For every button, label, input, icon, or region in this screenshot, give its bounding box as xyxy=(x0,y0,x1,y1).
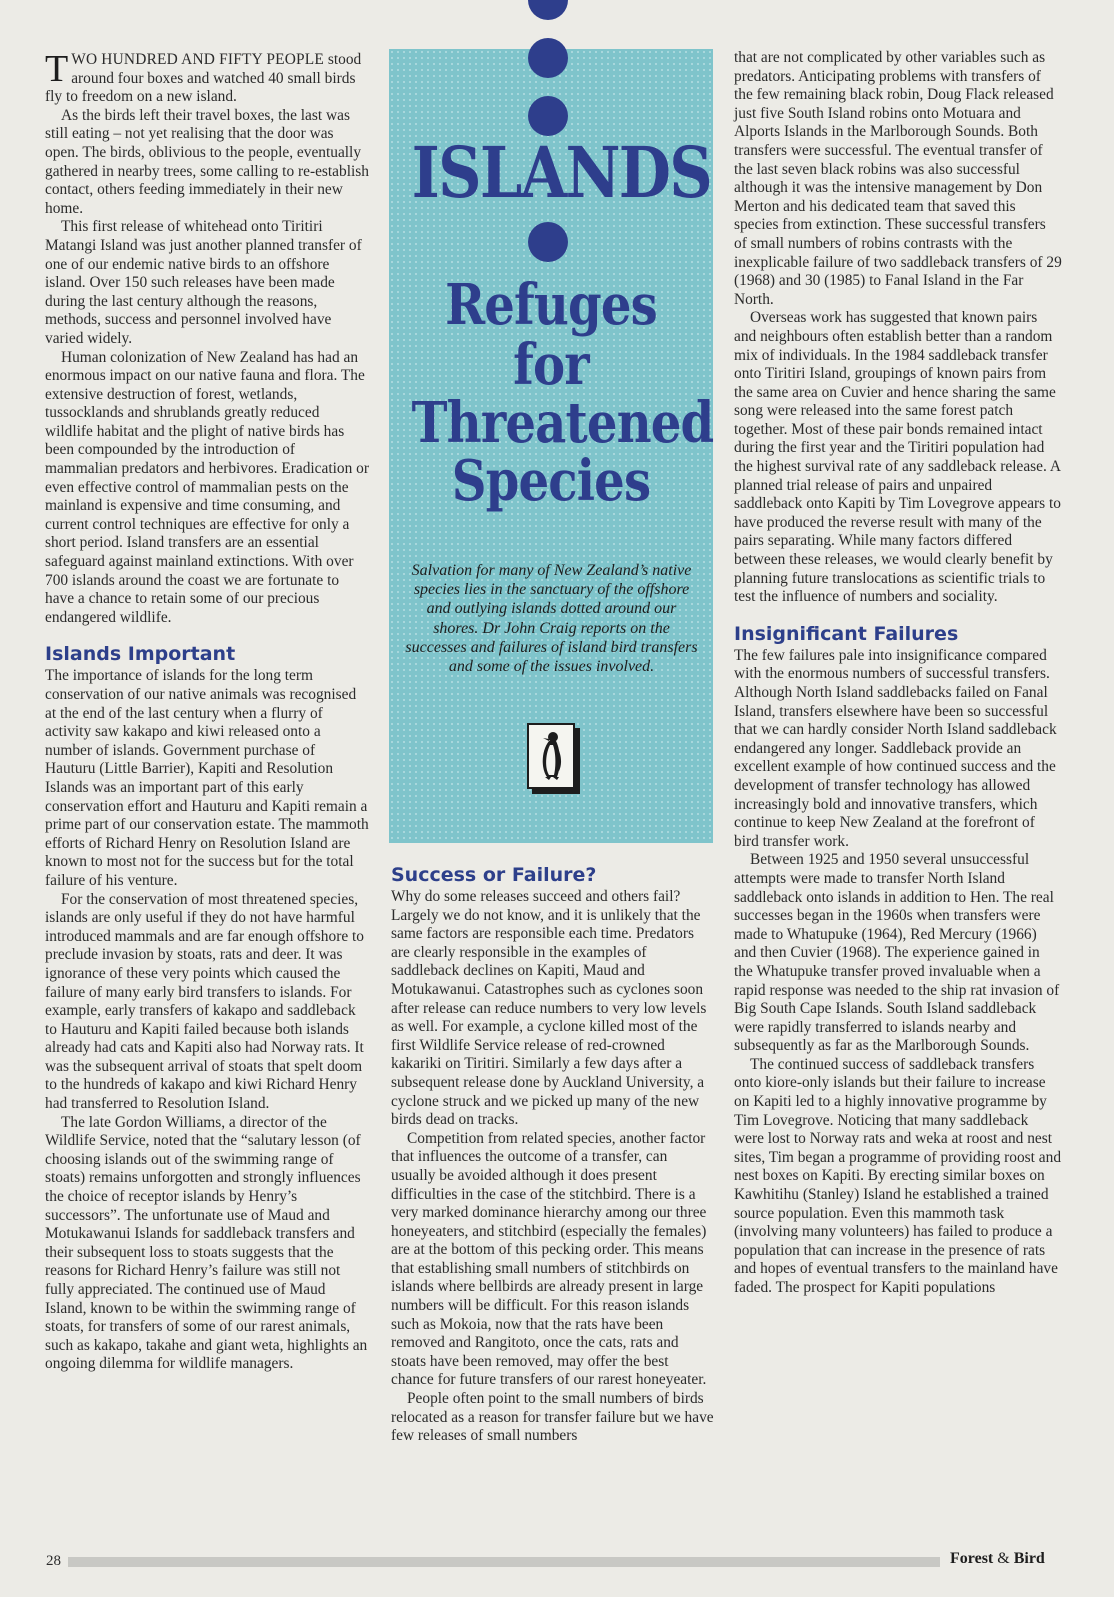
lead-paragraph xyxy=(45,48,369,107)
paragraph: As the birds left their travel boxes, the last was still eating – not yet realising that the door was open. The birds, oblivious to the people, eventually gathered in nearby trees, some calling to re-establish contact, others feeding immediately in their new home. xyxy=(45,106,369,217)
decorative-dot xyxy=(528,38,568,78)
paragraph: Overseas work has suggested that known pairs and neighbours often establish better than a random mix of individuals. In the 1984 saddleback transfer onto Tiritiri Island, groupings of known pairs from the same area on Cuvier and hence sharing the same song were released into the same forest patch together. Most of these pair bonds remained intact during the first year and the Tiritiri population had the highest survival rate of any saddleback release. A planned trial release of pairs and unpaired saddleback onto Kapiti by Tim Lovegrove appears to have produced the reverse result with many of the pairs separating. While many factors differed between these releases, we would clearly benefit by planning future translocations as scientific trials to test the influence of numbers and sociality. xyxy=(734,309,1061,606)
magazine-name xyxy=(950,1550,1045,1568)
paragraph: that are not complicated by other variables such as predators. Anticipating problems with transfers of the few remaining black robin, Doug Flack released just five South Island robins onto Motuara and Alports Islands in the Marlborough Sounds. Both transfers were successful. The eventual transfer of the last seven black robins was also successful although it was the intensive management by Don Merton and his dedicated team that saved this species from extinction. These successful transfers of small numbers of robins contrasts with the inexplicable failure of two saddleback transfers of 29 (1968) and 30 (1985) to Fanal Island in the Far North. xyxy=(734,49,1062,308)
paragraph: The late Gordon Williams, a director of the Wildlife Service, noted that the “salutary lesson (of choosing islands out of the swimming range of stoats) remains unforgotten and strongly influences the choice of receptor islands by Henry’s successors”. The unfortunate use of Maud and Motukawanui Islands for saddleback transfers and their subsequent loss to stoats suggests that the reasons for Richard Henry’s failure was still not fully appreciated. The continued use of Maud Island, known to be within the swimming range of stoats, for transfers of some of our rarest animals, such as kakapo, takahe and giant weta, highlights an ongoing dilemma for wildlife managers. xyxy=(45,1113,368,1373)
article-column-3 xyxy=(734,49,1062,1298)
paragraph: People often point to the small numbers of birds relocated as a reason for transfer failure but we have few releases of small numbers xyxy=(391,1390,714,1445)
magazine-ampersand: & xyxy=(997,1550,1010,1567)
decorative-dot xyxy=(528,0,568,20)
paragraph: This first release of whitehead onto Tiritiri Matangi Island was just another planned transfer of one of our endemic native birds to an offshore island. Over 150 such releases have been made during the last century although the reasons, methods, success and personnel involved have varied widely. xyxy=(45,218,362,347)
footer-rule xyxy=(68,1557,940,1567)
paragraph: Competition from related species, another factor that influences the outcome of a transfer, can usually be avoided although it does present difficulties in the case of the stitchbird. There is a very marked dominance hierarchy among our three honeyeaters, and stitchbird (especially the females) are at the bottom of this pecking order. This means that establishing small numbers of stitchbirds on islands where bellbirds are already present in large numbers will be difficult. For this reason islands such as Mokoia, now that the rats have been removed and Rangitoto, once the cats, rats and stoats have been removed, may offer the best chance for future transfers of our rarest honeyeater. xyxy=(391,1129,707,1389)
magazine-name-part: Forest xyxy=(950,1550,994,1567)
penguin-logo-icon xyxy=(527,723,575,789)
standfirst: Salvation for many of New Zealand’s native species lies in the sanctuary of the offshore and outlying islands dotted around our shores. Dr John Craig reports on the successes and failures of island bird transfers and some of the issues involved. xyxy=(405,562,698,676)
decorative-dot xyxy=(528,96,568,136)
paragraph: Human colonization of New Zealand has had an enormous impact on our native fauna and flora. The extensive destruction of forest, wetlands, tussocklands and shrublands greatly reduced wildlife habitat and the plight of native birds has been compounded by the introduction of mammalian predators and herbivores. Eradication or even effective control of mammalian pests on the mainland is expensive and time consuming, and current control techniques are effective for only a short period. Island transfers are an essential safeguard against mainland extinctions. With over 700 islands around the coast we are fortunate to have a chance to retain some of our precious endangered wildlife. xyxy=(45,348,369,626)
section-heading: Islands Important xyxy=(45,643,236,666)
paragraph: Why do some releases succeed and others fail? Largely we do not know, and it is unlikely that the same factors are responsible each time. Predators are clearly responsible in the examples of saddleback declines on Kapiti, Maud and Motukawanui. Catastrophes such as cyclones soon after release can reduce numbers to very low levels as well. For example, a cyclone killed most of the first Wildlife Service release of red-crowned kakariki on Tiritiri. Similarly a few days after a subsequent release done by Auckland University, a cyclone struck and we picked up many of the new birds dead on tracks. xyxy=(391,888,707,1129)
article-subtitle-line: Threatened xyxy=(411,390,714,456)
lead-text: stood around four boxes and watched 40 small birds fly to freedom on a new island. xyxy=(45,51,362,106)
article-column-1 xyxy=(45,48,369,1374)
magazine-name-part: Bird xyxy=(1013,1550,1045,1567)
paragraph: For the conservation of most threatened species, islands are only useful if they do not have harmful introduced mammals and are far enough offshore to preclude invasion by stoats, rats and deer. It was ignorance of these very points which caused the failure of many early bird transfers to islands. For example, early transfers of kakapo and saddleback to Hauturu and Kapiti failed because both islands already had cats and Kapiti also had Norway rats. It was the subsequent arrival of stoats that spelt doom to the hundreds of kakapo and kiwi Richard Henry had transferred to Resolution Island. xyxy=(45,890,364,1113)
section-heading: Insignificant Failures xyxy=(734,622,959,645)
decorative-dot xyxy=(528,222,568,262)
article-subtitle-line: Species xyxy=(451,448,651,514)
paragraph: Between 1925 and 1950 several unsuccessful attempts were made to transfer North Island saddleback onto islands in addition to Hen. The real successes began in the 1960s when transfers were made to Whatupuke (1964), Red Mercury (1966) and then Cuvier (1968). The experience gained in the Whatupuke transfer proved invaluable when a rapid response was needed to the ship rat invasion of Big South Cape Islands. South Island saddleback were rapidly transferred to islands nearby and subsequently as far as the Marlborough Sounds. xyxy=(734,851,1060,1055)
paragraph: The continued success of saddleback transfers onto kiore-only islands but their failure to increase on Kapiti led to a highly innovative programme by Tim Lovegrove. Noticing that many saddleback were lost to Norway rats and weka at roost and nest sites, Tim began a programme of providing roost and nest boxes on Kapiti. By erecting similar boxes on Kawhitihu (Stanley) Island he established a trained source population. Even this mammoth task (involving many volunteers) has failed to produce a population that can increase in the presence of rats and hopes of eventual transfers to the mainland have faded. The prospect for Kapiti populations xyxy=(734,1055,1062,1296)
drop-cap: T xyxy=(45,48,69,90)
paragraph: The importance of islands for the long term conservation of our native animals was recognised at the end of the last century when a flurry of activity saw kakapo and kiwi released onto a number of islands. Government purchase of Hauturu (Little Barrier), Kapiti and Resolution Islands was an important part of this early conservation effort and Hauturu and Kapiti remain a prime part of our conservation estate. The mammoth efforts of Richard Henry on Resolution Island are known to most not for the success but for the total failure of his venture. xyxy=(45,667,369,889)
paragraph: The few failures pale into insignificance compared with the enormous numbers of successful transfers. Although North Island saddlebacks failed on Fanal Island, transfers elsewhere have been so successful that we can hardly consider North Island saddleback endangered any longer. Saddleback provide an excellent example of how continued success and the development of transfer technology has allowed increasingly bold and innovative transfers, which continue to keep New Zealand at the forefront of bird transfer work. xyxy=(734,646,1057,850)
article-title: ISLANDS xyxy=(411,131,712,214)
article-subtitle-line: for xyxy=(513,332,589,398)
lead-caps: WO HUNDRED AND FIFTY PEOPLE xyxy=(71,51,325,68)
page-number: 28 xyxy=(46,1553,61,1569)
article-subtitle-line: Refuges xyxy=(445,272,657,338)
article-column-2 xyxy=(391,864,715,1446)
section-heading: Success or Failure? xyxy=(391,864,597,886)
